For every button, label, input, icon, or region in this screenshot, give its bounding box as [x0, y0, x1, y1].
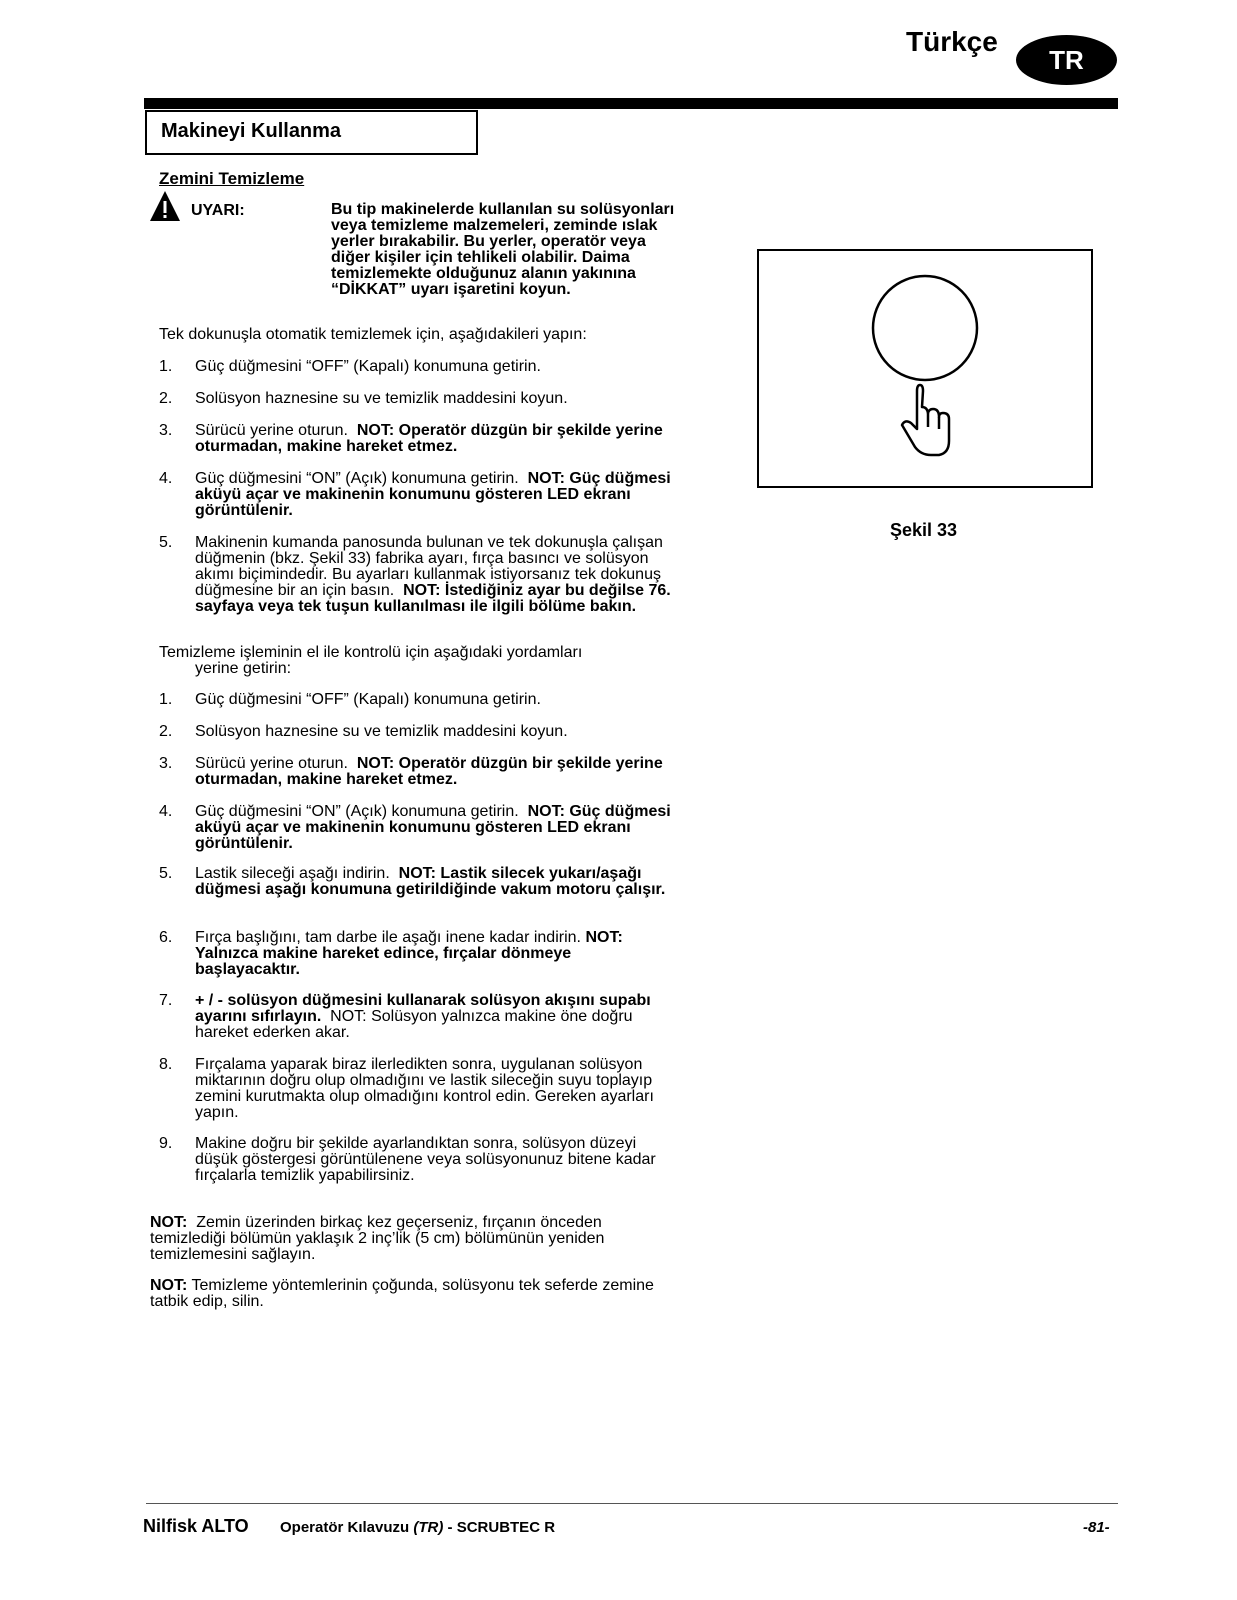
step-note: + / - solüsyon düğmesini kullanarak solüsyon akışını supabı ayarını sıfırlayın.: [195, 992, 651, 1025]
step-text: Solüsyon haznesine su ve temizlik maddesini koyun.: [195, 723, 568, 740]
footer-manual-model: - SCRUBTEC R: [443, 1519, 556, 1536]
step-text: Fırçalama yaparak biraz ilerledikten sonra, uygulanan solüsyon miktarının doğru olup olmadığını ve lastik sileceğin suyu toplayıp zemini kurutmakta olup olmadığını kontrol edin. Gereken ayarları yapın.: [195, 1056, 654, 1121]
step-number: 6.: [159, 929, 173, 946]
step-note: NOT: İstediğiniz ayar bu değilse 76. sayfaya veya tek tuşun kullanılması ile ilgili bölüme bakın.: [195, 582, 671, 615]
header-rule: [144, 98, 1118, 109]
step-text: Güç düğmesini “ON” (Açık) konumuna getirin.: [195, 470, 519, 487]
manual-step: [159, 930, 679, 978]
step-text: Solüsyon haznesine su ve temizlik maddesini koyun.: [195, 390, 568, 407]
step-number: 3.: [159, 755, 173, 772]
manual-step: [159, 804, 679, 852]
step-number: 3.: [159, 422, 173, 439]
step-text: NOT: Solüsyon yalnızca makine öne doğru hareket ederken akar.: [195, 1008, 633, 1041]
manual-step: [159, 1136, 679, 1184]
step-text: Güç düğmesini “ON” (Açık) konumuna getirin.: [195, 803, 519, 820]
step-number: 5.: [159, 865, 173, 882]
step-number: 4.: [159, 470, 173, 487]
note-label: NOT:: [150, 1214, 188, 1231]
figure-33: [757, 249, 1093, 488]
step-text: Sürücü yerine oturun.: [195, 755, 348, 772]
language-title: Türkçe: [906, 26, 998, 57]
auto-intro: Tek dokunuşla otomatik temizlemek için, aşağıdakileri yapın:: [159, 326, 587, 343]
step-note: NOT: Operatör düzgün bir şekilde yerine oturmadan, makine hareket etmez.: [195, 755, 663, 788]
auto-step: [159, 359, 679, 375]
step-note: NOT: Operatör düzgün bir şekilde yerine oturmadan, makine hareket etmez.: [195, 422, 663, 455]
manual-step: [159, 724, 679, 740]
step-text: Lastik sileceği aşağı indirin.: [195, 865, 390, 882]
step-number: 8.: [159, 1056, 173, 1073]
auto-step: [159, 535, 679, 615]
step-number: 2.: [159, 390, 173, 407]
figure-caption: Şekil 33: [890, 520, 958, 540]
footer-manual-title: [280, 1519, 555, 1536]
subheading: Zemini Temizleme: [159, 169, 305, 188]
footer-manual-name: Operatör Kılavuzu: [280, 1519, 414, 1536]
footer-manual-lang: (TR): [413, 1519, 444, 1536]
auto-step: [159, 391, 679, 407]
auto-step: [159, 423, 679, 455]
manual-step: [159, 993, 679, 1041]
manual-step: [159, 756, 679, 788]
warning-icon: [149, 190, 181, 222]
footer-rule: [146, 1503, 1118, 1504]
note-paragraph: [150, 1215, 680, 1263]
section-title: Makineyi Kullanma: [145, 110, 478, 155]
step-number: 1.: [159, 358, 173, 375]
step-text: Fırça başlığını, tam darbe ile aşağı inene kadar indirin.: [195, 929, 581, 946]
manual-intro-first: Temizleme işleminin el ile kontrolü için aşağıdaki yordamları: [159, 644, 583, 661]
note-label: NOT:: [150, 1277, 188, 1294]
step-number: 7.: [159, 992, 173, 1009]
step-text: Güç düğmesini “OFF” (Kapalı) konumuna getirin.: [195, 358, 541, 375]
warning-label: UYARI:: [191, 202, 245, 219]
note-paragraph: [150, 1278, 680, 1310]
manual-intro: [159, 645, 679, 677]
manual-intro-rest: yerine getirin:: [195, 660, 292, 677]
language-badge: TR: [1016, 35, 1117, 85]
touch-button-illustration: [759, 251, 1091, 486]
step-number: 5.: [159, 534, 173, 551]
warning-text: Bu tip makinelerde kullanılan su solüsyonları veya temizleme malzemeleri, zeminde ıslak yerler bırakabilir. Bu yerler, operatör veya diğer kişiler için tehlikeli olabilir. Daima temizlemekte olduğunuz alanın yakınına “DİKKAT” uyarı işaretini koyun.: [331, 201, 675, 298]
step-number: 4.: [159, 803, 173, 820]
step-note: NOT: Güç düğmesi aküyü açar ve makinenin konumunu gösteren LED ekranı görüntülenir.: [195, 803, 671, 852]
hand-pointer-icon: [902, 385, 949, 455]
step-note: NOT: Yalnızca makine hareket edince, fırçalar dönmeye başlayacaktır.: [195, 929, 623, 978]
step-text: Makine doğru bir şekilde ayarlandıktan sonra, solüsyon düzeyi düşük göstergesi görüntülenene veya solüsyonunuz bitene kadar fırçalarla temizlik yapabilirsiniz.: [195, 1135, 656, 1184]
footer-brand: Nilfisk ALTO: [143, 1516, 249, 1536]
manual-step: [159, 692, 679, 708]
step-note: NOT: Güç düğmesi aküyü açar ve makinenin konumunu gösteren LED ekranı görüntülenir.: [195, 470, 671, 519]
step-text: Makinenin kumanda panosunda bulunan ve tek dokunuşla çalışan düğmenin (bkz. Şekil 33) fabrika ayarı, fırça basıncı ve solüsyon akımı biçimindedir. Bu ayarları kullanmak istiyorsanız tek dokunuş düğmesine bir an için basın.: [195, 534, 663, 599]
step-number: 2.: [159, 723, 173, 740]
step-note: NOT: Lastik silecek yukarı/aşağı düğmesi aşağı konumuna getirildiğinde vakum motoru çalışır.: [195, 865, 666, 898]
auto-step: [159, 471, 679, 519]
step-number: 1.: [159, 691, 173, 708]
note-text: Temizleme yöntemlerinin çoğunda, solüsyonu tek seferde zemine tatbik edip, silin.: [150, 1277, 654, 1310]
step-text: Sürücü yerine oturun.: [195, 422, 348, 439]
manual-step: [159, 866, 679, 898]
step-text: Güç düğmesini “OFF” (Kapalı) konumuna getirin.: [195, 691, 541, 708]
note-text: Zemin üzerinden birkaç kez geçerseniz, fırçanın önceden temizlediği bölümün yaklaşık 2 inç’lik (5 cm) bölümünün yeniden temizlemesini sağlayın.: [150, 1214, 605, 1263]
page-number: -81-: [1083, 1519, 1110, 1536]
step-number: 9.: [159, 1135, 173, 1152]
manual-step: [159, 1057, 679, 1121]
